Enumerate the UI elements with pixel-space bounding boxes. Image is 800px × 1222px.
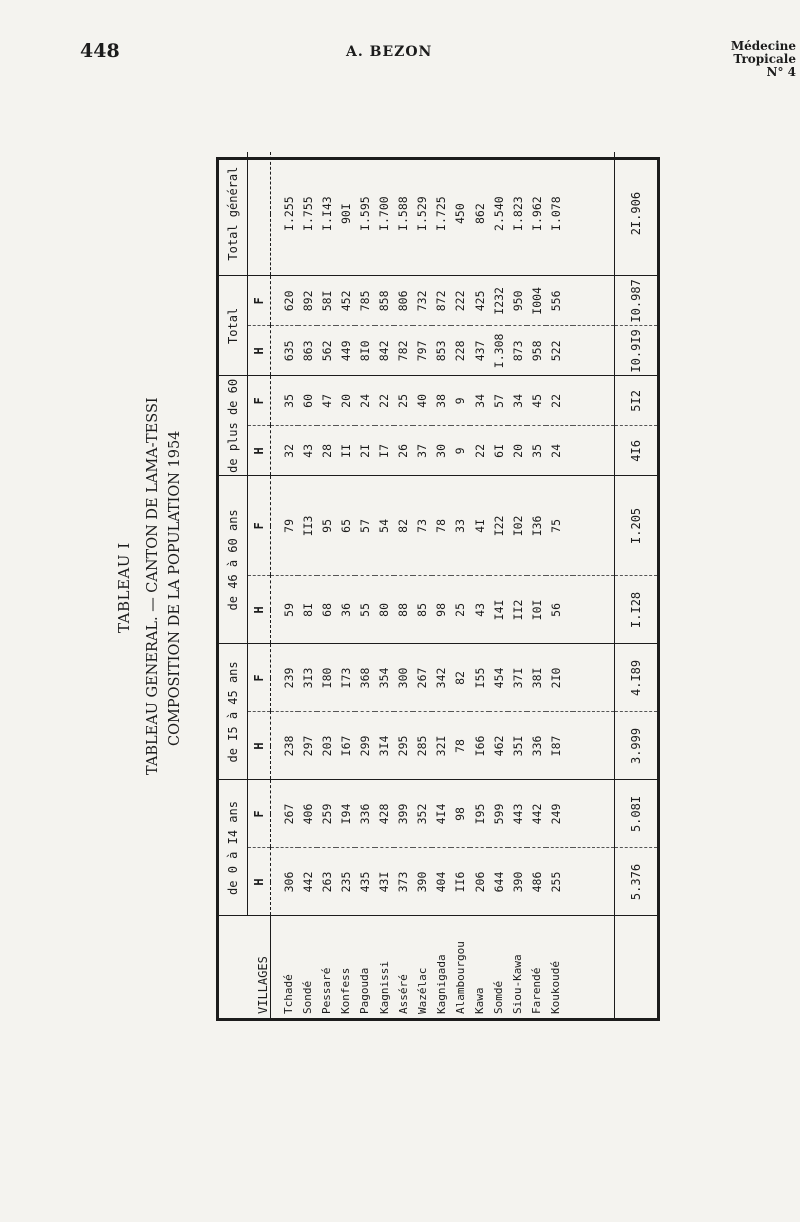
village-name: Konfess: [339, 967, 353, 1014]
table-cell: 390: [508, 848, 527, 916]
table-cell: 82: [451, 644, 470, 712]
group-header-row: [219, 68, 248, 1018]
sex-header-h: H: [248, 576, 271, 644]
table-head: [219, 68, 271, 1018]
sex-header-row: [248, 68, 271, 1018]
table-cell: I7: [375, 426, 394, 476]
table-title: TABLEAU GENERAL. — CANTON DE LAMA-TESSI: [145, 397, 161, 775]
table-cell: 249: [546, 780, 573, 848]
table-cell: I.529: [413, 152, 432, 276]
table-cell: 428: [375, 780, 394, 848]
total-cell: 4.I89: [614, 644, 657, 712]
table-cell: 45: [527, 376, 546, 426]
table-cell: I.725: [432, 152, 451, 276]
table-cell: 732: [413, 276, 432, 326]
table-cell: I004: [527, 276, 546, 326]
spacer-cell: [573, 848, 614, 916]
spacer-cell: [573, 780, 614, 848]
population-table: [219, 160, 657, 1018]
villages-header: VILLAGES: [219, 916, 271, 1018]
table-cell: 75: [546, 476, 573, 576]
group-header: de plus de 60: [219, 376, 248, 476]
table-cell: 522: [546, 326, 573, 376]
table-cell: 462: [489, 712, 508, 780]
table-cell: 862: [470, 152, 489, 276]
total-cell: 5I2: [614, 376, 657, 426]
table-cell: 2I0: [546, 644, 573, 712]
group-header: de I5 à 45 ans: [219, 644, 248, 780]
table-cell: 285: [413, 712, 432, 780]
table-cell: 20: [508, 426, 527, 476]
sex-header-h: H: [248, 712, 271, 780]
table-cell: 239: [271, 644, 299, 712]
table-cell: 25: [394, 376, 413, 426]
spacer-cell: [573, 576, 614, 644]
total-cell: 5.08I: [614, 780, 657, 848]
table-label: TABLEAU I: [115, 542, 133, 633]
table-cell: 259: [317, 780, 336, 848]
table-cell: 78: [451, 712, 470, 780]
spacer-cell: [573, 644, 614, 712]
total-cell: 2I.906: [614, 152, 657, 276]
table-cell: 354: [375, 644, 394, 712]
table-cell: I4I: [489, 576, 508, 644]
table-cell: 806: [394, 276, 413, 326]
table-cell: 352: [413, 780, 432, 848]
village-name: Kagnissi: [377, 961, 391, 1014]
table-cell: 28: [317, 426, 336, 476]
group-header: de 46 à 60 ans: [219, 476, 248, 644]
table-row: [317, 68, 336, 1018]
table-cell: 37: [413, 426, 432, 476]
sex-header-h: H: [248, 426, 271, 476]
table-cell: 78: [432, 476, 451, 576]
table-cell: 390: [413, 848, 432, 916]
total-cell: I0.9I9: [614, 326, 657, 376]
table-cell: 267: [413, 644, 432, 712]
table-cell: 8I: [298, 576, 317, 644]
group-header: Total général: [219, 152, 248, 276]
table-cell: I87: [546, 712, 573, 780]
table-cell: 562: [317, 326, 336, 376]
table-cell: 443: [508, 780, 527, 848]
table-row: [375, 68, 394, 1018]
table-cell: 3I3: [298, 644, 317, 712]
table-cell: I73: [336, 644, 355, 712]
table-cell: 85: [413, 576, 432, 644]
table-cell: I55: [470, 644, 489, 712]
table-cell: 442: [298, 848, 317, 916]
table-cell: 644: [489, 848, 508, 916]
table-cell: 404: [432, 848, 451, 916]
table-row: [527, 68, 546, 1018]
table-cell: I.823: [508, 152, 527, 276]
journal-name: [731, 40, 796, 79]
table-cell: 24: [546, 426, 573, 476]
table-cell: 37I: [508, 644, 527, 712]
table-cell: 454: [489, 644, 508, 712]
spacer-cell: [573, 476, 614, 576]
table-cell: I.078: [546, 152, 573, 276]
running-author: A. BEZON: [346, 44, 433, 60]
journal-line: Médecine: [730, 39, 796, 53]
table-cell: 43: [470, 576, 489, 644]
sex-header-h: H: [248, 326, 271, 376]
group-header: de 0 à I4 ans: [219, 780, 248, 916]
table-row: [489, 68, 508, 1018]
table-cell: 950: [508, 276, 527, 326]
table-cell: 20: [336, 376, 355, 426]
table-cell: 782: [394, 326, 413, 376]
table-cell: 9: [451, 426, 470, 476]
table-cell: 2.540: [489, 152, 508, 276]
table-cell: 4I: [470, 476, 489, 576]
table-row: [271, 68, 299, 1018]
table-cell: 88: [394, 576, 413, 644]
total-cell: I0.987: [614, 276, 657, 326]
table-cell: 35: [527, 426, 546, 476]
table-cell: 556: [546, 276, 573, 326]
table-cell: 36: [336, 576, 355, 644]
table-cell: 68: [317, 576, 336, 644]
table-cell: II6: [451, 848, 470, 916]
spacer-cell: [573, 152, 614, 276]
table-row: [470, 68, 489, 1018]
spacer-row: [573, 68, 614, 1018]
spacer-cell: [573, 916, 614, 1018]
table-cell: 47: [317, 376, 336, 426]
table-cell: I232: [489, 276, 508, 326]
table-cell: 98: [432, 576, 451, 644]
table-cell: 90I: [336, 152, 355, 276]
sex-header-f: F: [248, 780, 271, 848]
table-cell: 25: [451, 576, 470, 644]
table-cell: 2I: [355, 426, 374, 476]
table-cell: 34: [508, 376, 527, 426]
table-cell: I22: [489, 476, 508, 576]
table-cell: I.755: [298, 152, 317, 276]
table-cell: 797: [413, 326, 432, 376]
table-cell: 452: [336, 276, 355, 326]
group-header: Total: [219, 276, 248, 376]
table-cell: 450: [451, 152, 470, 276]
total-cell: I.I28: [614, 576, 657, 644]
spacer-cell: [573, 326, 614, 376]
table-cell: 56: [546, 576, 573, 644]
table-row: [355, 68, 374, 1018]
sex-header-f: F: [248, 644, 271, 712]
table-cell: 336: [355, 780, 374, 848]
total-cell: I.205: [614, 476, 657, 576]
table-cell: 635: [271, 326, 299, 376]
table-cell: 55: [355, 576, 374, 644]
village-name: Pessaré: [320, 967, 334, 1014]
village-name: Kagnigada: [434, 954, 448, 1014]
table-cell: 873: [508, 326, 527, 376]
table-cell: 35: [271, 376, 299, 426]
table-row: [394, 68, 413, 1018]
table-cell: 30: [432, 426, 451, 476]
table-body: [271, 68, 658, 1018]
table-cell: I02: [508, 476, 527, 576]
village-name: Tchadé: [282, 974, 296, 1014]
table-cell: 442: [527, 780, 546, 848]
spacer-cell: [573, 276, 614, 326]
table-cell: II3: [298, 476, 317, 576]
table-cell: 299: [355, 712, 374, 780]
journal-issue: N° 4: [766, 65, 796, 79]
table-cell: 958: [527, 326, 546, 376]
table-cell: I.588: [394, 152, 413, 276]
village-name: Kawa: [473, 987, 487, 1014]
table-cell: 486: [527, 848, 546, 916]
table-cell: 33: [451, 476, 470, 576]
table-cell: 206: [470, 848, 489, 916]
village-name: Koukoudé: [549, 961, 563, 1014]
table-cell: I.700: [375, 152, 394, 276]
table-row: [336, 68, 355, 1018]
table-cell: I.255: [271, 152, 299, 276]
spacer-cell: [573, 376, 614, 426]
village-name: Wazélac: [415, 967, 429, 1014]
table-cell: 599: [489, 780, 508, 848]
table-cell: 38: [432, 376, 451, 426]
table-cell: 43I: [375, 848, 394, 916]
table-row: [432, 68, 451, 1018]
table-cell: 863: [298, 326, 317, 376]
total-cell: 4I6: [614, 426, 657, 476]
table-cell: I.308: [489, 326, 508, 376]
table-cell: 872: [432, 276, 451, 326]
table-cell: 295: [394, 712, 413, 780]
village-name: Siou-Kawa: [511, 954, 525, 1014]
sex-header-f: F: [248, 376, 271, 426]
table-cell: 368: [355, 644, 374, 712]
table-row: [508, 68, 527, 1018]
spacer-cell: [573, 712, 614, 780]
spacer-cell: [573, 426, 614, 476]
village-name: Somdé: [492, 980, 506, 1014]
table-cell: 26: [394, 426, 413, 476]
table-cell: 785: [355, 276, 374, 326]
table-cell: 399: [394, 780, 413, 848]
table-cell: 203: [317, 712, 336, 780]
table-cell: 32: [271, 426, 299, 476]
table-cell: 22: [470, 426, 489, 476]
village-name: Asséré: [396, 974, 410, 1014]
table-cell: 336: [527, 712, 546, 780]
journal-line: Tropicale: [733, 52, 796, 66]
table-row: [298, 68, 317, 1018]
table-cell: 58I: [317, 276, 336, 326]
sex-header-f: F: [248, 476, 271, 576]
table-cell: 54: [375, 476, 394, 576]
table-cell: 263: [317, 848, 336, 916]
table-cell: 40: [413, 376, 432, 426]
table-cell: 22: [375, 376, 394, 426]
table-cell: 8I0: [355, 326, 374, 376]
table-cell: I67: [336, 712, 355, 780]
table-cell: 57: [489, 376, 508, 426]
population-grid: [219, 68, 657, 1018]
village-name: Alambourgou: [453, 941, 467, 1014]
sex-header-f: F: [248, 276, 271, 326]
table-cell: 255: [546, 848, 573, 916]
table-cell: 449: [336, 326, 355, 376]
table-row: [546, 68, 573, 1018]
table-cell: 80: [375, 576, 394, 644]
village-name: Pagouda: [358, 967, 372, 1014]
table-cell: 437: [470, 326, 489, 376]
table-cell: 228: [451, 326, 470, 376]
table-cell: 43: [298, 426, 317, 476]
table-cell: 6I: [489, 426, 508, 476]
table-cell: 892: [298, 276, 317, 326]
table-cell: 65: [336, 476, 355, 576]
table-cell: 620: [271, 276, 299, 326]
table-cell: 34: [470, 376, 489, 426]
table-cell: 82: [394, 476, 413, 576]
table-row: [451, 68, 470, 1018]
table-cell: 342: [432, 644, 451, 712]
table-cell: 267: [271, 780, 299, 848]
table-cell: 425: [470, 276, 489, 326]
total-cell: 3.999: [614, 712, 657, 780]
table-cell: I66: [470, 712, 489, 780]
table-cell: I80: [317, 644, 336, 712]
table-cell: 59: [271, 576, 299, 644]
table-cell: 79: [271, 476, 299, 576]
table-cell: I95: [470, 780, 489, 848]
table-cell: 22: [546, 376, 573, 426]
table-cell: 842: [375, 326, 394, 376]
page-number: 448: [80, 40, 120, 62]
table-cell: I.595: [355, 152, 374, 276]
table-cell: 32I: [432, 712, 451, 780]
table-cell: 238: [271, 712, 299, 780]
table-cell: II2: [508, 576, 527, 644]
table-cell: 3I4: [375, 712, 394, 780]
table-cell: 235: [336, 848, 355, 916]
sex-header-blank: [248, 152, 271, 276]
village-name: Farendé: [530, 967, 544, 1014]
table-cell: 95: [317, 476, 336, 576]
table-cell: 57: [355, 476, 374, 576]
table-cell: 98: [451, 780, 470, 848]
table-cell: 9: [451, 376, 470, 426]
table-cell: 222: [451, 276, 470, 326]
table-cell: 435: [355, 848, 374, 916]
table-subtitle: COMPOSITION DE LA POPULATION 1954: [167, 430, 183, 746]
table-cell: 60: [298, 376, 317, 426]
table-cell: 24: [355, 376, 374, 426]
table-cell: 4I4: [432, 780, 451, 848]
table-cell: 300: [394, 644, 413, 712]
table-cell: 35I: [508, 712, 527, 780]
table-cell: 297: [298, 712, 317, 780]
table-cell: 858: [375, 276, 394, 326]
table-cell: 406: [298, 780, 317, 848]
table-cell: 73: [413, 476, 432, 576]
table-cell: 853: [432, 326, 451, 376]
table-cell: I94: [336, 780, 355, 848]
totals-row: [614, 68, 657, 1018]
total-cell: 5.376: [614, 848, 657, 916]
table-row: [413, 68, 432, 1018]
table-cell: I.962: [527, 152, 546, 276]
table-cell: I0I: [527, 576, 546, 644]
table-cell: II: [336, 426, 355, 476]
table-cell: I.I43: [317, 152, 336, 276]
table-cell: 38I: [527, 644, 546, 712]
table-cell: 306: [271, 848, 299, 916]
village-name: Sondé: [301, 980, 315, 1014]
table-cell: I36: [527, 476, 546, 576]
sex-header-h: H: [248, 848, 271, 916]
totals-label-cell: [614, 916, 657, 1018]
table-cell: 373: [394, 848, 413, 916]
